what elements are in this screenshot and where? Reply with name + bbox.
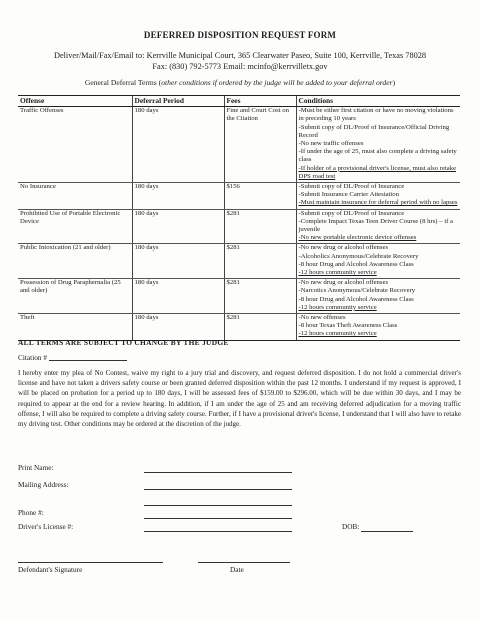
condition-item: -12 hours community service [298, 303, 377, 311]
condition-item: -Submit copy of DL/Proof of Insurance [298, 183, 405, 191]
offense-cell: Possession of Drug Paraphernalia (25 and older) [18, 279, 132, 314]
period-cell: 180 days [132, 279, 224, 314]
citation-field [18, 353, 127, 362]
form-title: DEFERRED DISPOSITION REQUEST FORM [143, 30, 337, 40]
condition-item: -No new portable electronic device offenses [298, 234, 417, 242]
offense-cell: Public Intoxication (21 and older) [18, 244, 132, 279]
condition-item: -If holder of a provisional driver's license, must also retake DPS road test [298, 164, 457, 180]
condition-item: -Submit Insurance Carrier Attestation [298, 191, 399, 199]
defendant-signature-label: Defendant's Signature [18, 565, 83, 574]
table-row [18, 314, 460, 341]
deferral-terms-table [18, 95, 460, 341]
print-name-label: Print Name: [18, 463, 54, 472]
condition-item: -12 hours community service [298, 330, 377, 338]
citation-label: Citation # [18, 353, 47, 362]
mailing-address-input-line[interactable] [144, 489, 292, 490]
table-row [18, 244, 460, 279]
period-cell: 180 days [132, 314, 224, 341]
condition-item: -8 hour Drug and Alcohol Awareness Class [298, 295, 414, 303]
table-header-row [18, 96, 460, 107]
court-address: Deliver/Mail/Fax/Email to: Kerrville Municipal Court, 365 Clearwater Paseo, Suite 100, Kerrville, Texas 78028 [53, 51, 427, 60]
dob-input-line[interactable] [361, 531, 413, 532]
fees-cell: $281 [224, 209, 296, 244]
header-conditions: Conditions [296, 96, 460, 107]
signature-date-line[interactable] [198, 562, 290, 563]
table-row [18, 209, 460, 244]
terms-prefix: General Deferral Terms ( [84, 78, 162, 87]
print-name-input-line[interactable] [144, 472, 292, 473]
header-deferral-period: Deferral Period [132, 96, 224, 107]
conditions-cell [296, 107, 460, 183]
condition-item: -Alcoholics Anonymous/Celebrate Recovery [298, 252, 419, 260]
period-cell: 180 days [132, 209, 224, 244]
phone-input-line[interactable] [144, 518, 292, 519]
drivers-license-input-line[interactable] [144, 531, 292, 532]
condition-item: -No new drug or alcohol offenses [298, 244, 389, 252]
conditions-cell [296, 244, 460, 279]
condition-item: -No new drug or alcohol offenses [298, 279, 389, 287]
fees-cell: $281 [224, 314, 296, 341]
condition-item: -Submit copy of DL/Proof of Insurance/Official Driving Record [298, 123, 450, 139]
condition-item: -Narcotics Anonymous/Celebrate Recovery [298, 287, 416, 295]
plea-statement: I hereby enter my plea of No Contest, waive my right to a jury trial and discovery, and request deferred disposition. I do not hold a commercial driver's license and have not taken a drivers safety course or been granted deferred disposition within the past 12 months. I understand if my request is approved, I will be placed on probation for a period up to 180 days, I will be assessed fees of $159.00 to $296.00, which will be due within 30 days, and I may be required to appear at the end for a review hearing. In addition, if I am under the age of 25 and am receiving deferred adjudication for a moving traffic offense, I will also be required to complete a driving safety course. Further, if I have a provisional driver's license, I understand that I will also have to retake my driving test. Other conditions may be ordered at the discretion of the judge. [18, 369, 461, 429]
period-cell: 180 days [132, 183, 224, 210]
conditions-cell [296, 279, 460, 314]
dob-label: DOB: [342, 522, 360, 531]
phone-label: Phone #: [18, 508, 44, 517]
condition-item: -8 hour Drug and Alcohol Awareness Class [298, 260, 414, 268]
condition-item: -12 hours community service [298, 269, 377, 277]
fees-cell: $281 [224, 279, 296, 314]
condition-item: -No new traffic offenses [298, 140, 364, 148]
fees-cell: $281 [224, 244, 296, 279]
table-row [18, 183, 460, 210]
fees-cell: Fine and Court Cost on the Citation [224, 107, 296, 183]
drivers-license-label: Driver's License #: [18, 522, 74, 531]
condition-item: -Must maintain insurance for deferral period with no lapses [298, 199, 458, 207]
header-offense: Offense [18, 96, 132, 107]
fees-cell: $156 [224, 183, 296, 210]
condition-item: -8 hour Texas Theft Awareness Class [298, 322, 398, 330]
defendant-signature-line[interactable] [18, 562, 163, 563]
table-row [18, 279, 460, 314]
conditions-cell [296, 314, 460, 341]
offense-cell: No Insurance [18, 183, 132, 210]
terms-italic-note: other conditions if ordered by the judge will be added to your deferral order [161, 78, 393, 87]
conditions-cell [296, 183, 460, 210]
period-cell: 180 days [132, 244, 224, 279]
terms-suffix: ) [392, 78, 396, 87]
mailing-address-label: Mailing Address: [18, 480, 69, 489]
general-terms-heading [0, 78, 480, 87]
offense-cell: Traffic Offenses [18, 107, 132, 183]
table-row [18, 107, 460, 183]
condition-item: -If under the age of 25, must also complete a driving safety class [298, 148, 457, 164]
court-fax-email: Fax: (830) 792-5773 Email: mcinfo@kerrvilletx.gov [152, 62, 328, 71]
mailing-address-input-line-2[interactable] [144, 505, 292, 506]
condition-item: -Complete Impact Texas Teen Driver Course (8 hrs) – if a juvenile [298, 217, 453, 234]
signature-date-label: Date [230, 565, 244, 574]
citation-input-line[interactable] [49, 360, 127, 361]
terms-change-notice: ALL TERMS ARE SUBJECT TO CHANGE BY THE JUDGE [18, 338, 229, 347]
period-cell: 180 days [132, 107, 224, 183]
condition-item: -No new offenses [298, 314, 346, 322]
conditions-cell [296, 209, 460, 244]
offense-cell: Prohibited Use of Portable Electronic Device [18, 209, 132, 244]
condition-item: -Submit copy of DL/Proof of Insurance [298, 209, 405, 217]
condition-item: -Must be either first citation or have no moving violations in preceding 10 years [298, 107, 454, 123]
header-fees: Fees [224, 96, 296, 107]
offense-cell: Theft [18, 314, 132, 341]
